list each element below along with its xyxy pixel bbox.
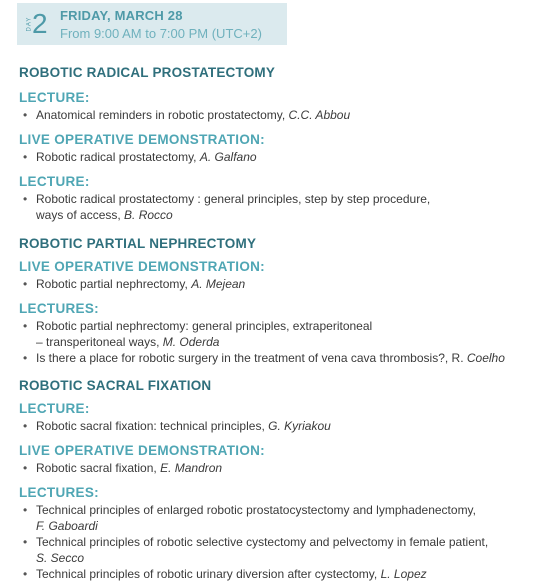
section-robotic-radical-prostatectomy — [19, 64, 544, 223]
list-item: • Technical principles of robotic urinary diversion after cystectomy, L. Lopez — [23, 567, 427, 581]
day-banner — [17, 3, 287, 45]
author: L. Lopez — [380, 567, 427, 581]
author: M. Oderda — [162, 335, 220, 349]
program-content — [19, 64, 544, 582]
author: E. Mandron — [160, 461, 223, 475]
live-demo-heading: LIVE OPERATIVE DEMONSTRATION: — [19, 443, 265, 458]
live-demo-heading: LIVE OPERATIVE DEMONSTRATION: — [19, 132, 265, 147]
lectures-heading: LECTURES: — [19, 485, 99, 500]
author: B. Rocco — [124, 208, 173, 222]
author: S. Secco — [36, 551, 85, 565]
item-list — [19, 149, 544, 165]
day-label: DAY — [26, 16, 32, 32]
day-number: 2 — [32, 8, 48, 39]
list-item: • Anatomical reminders in robotic prostatectomy, C.C. Abbou — [23, 108, 351, 122]
section-title: ROBOTIC SACRAL FIXATION — [19, 378, 212, 393]
section-robotic-partial-nephrectomy — [19, 235, 544, 366]
lecture-heading: LECTURE: — [19, 401, 90, 416]
author: F. Gaboardi — [36, 519, 98, 533]
item-list — [19, 318, 544, 366]
author: A. Galfano — [199, 150, 257, 164]
day-time: From 9:00 AM to 7:00 PM (UTC+2) — [60, 26, 262, 41]
author: Coelho — [466, 351, 505, 365]
list-item: • Robotic sacral fixation: technical principles, G. Kyriakou — [23, 419, 331, 433]
section-title: ROBOTIC PARTIAL NEPHRECTOMY — [19, 236, 257, 251]
day-date: FRIDAY, MARCH 28 — [60, 8, 183, 23]
list-item: • Is there a place for robotic surgery in the treatment of vena cava thrombosis?, R. Coelho — [23, 351, 505, 365]
lectures-heading: LECTURES: — [19, 301, 99, 316]
author: G. Kyriakou — [268, 419, 331, 433]
list-item: • Robotic radical prostatectomy, A. Galfano — [23, 150, 257, 164]
lecture-heading: LECTURE: — [19, 174, 90, 189]
item-list — [19, 191, 544, 223]
list-item: • Technical principles of enlarged robotic prostatocystectomy and lymphadenectomy, F. Gaboardi — [23, 503, 477, 533]
list-item: • Robotic partial nephrectomy: general principles, extraperitoneal – transperitoneal ways, M. Oderda — [23, 319, 373, 349]
live-demo-heading: LIVE OPERATIVE DEMONSTRATION: — [19, 259, 265, 274]
item-list — [19, 502, 544, 582]
list-item: • Technical principles of robotic selective cystectomy and pelvectomy in female patient, S. Secco — [23, 535, 489, 565]
item-list — [19, 276, 544, 292]
author: C.C. Abbou — [288, 108, 351, 122]
list-item: • Robotic partial nephrectomy, A. Mejean — [23, 277, 246, 291]
item-list — [19, 460, 544, 476]
section-title: ROBOTIC RADICAL PROSTATECTOMY — [19, 65, 276, 80]
lecture-heading: LECTURE: — [19, 90, 90, 105]
list-item: • Robotic sacral fixation, E. Mandron — [23, 461, 223, 475]
item-list — [19, 107, 544, 123]
author: A. Mejean — [191, 277, 246, 291]
list-item: • Robotic radical prostatectomy : general principles, step by step procedure, ways of access, B. Rocco — [23, 192, 431, 222]
item-list — [19, 418, 544, 434]
section-robotic-sacral-fixation — [19, 377, 544, 582]
